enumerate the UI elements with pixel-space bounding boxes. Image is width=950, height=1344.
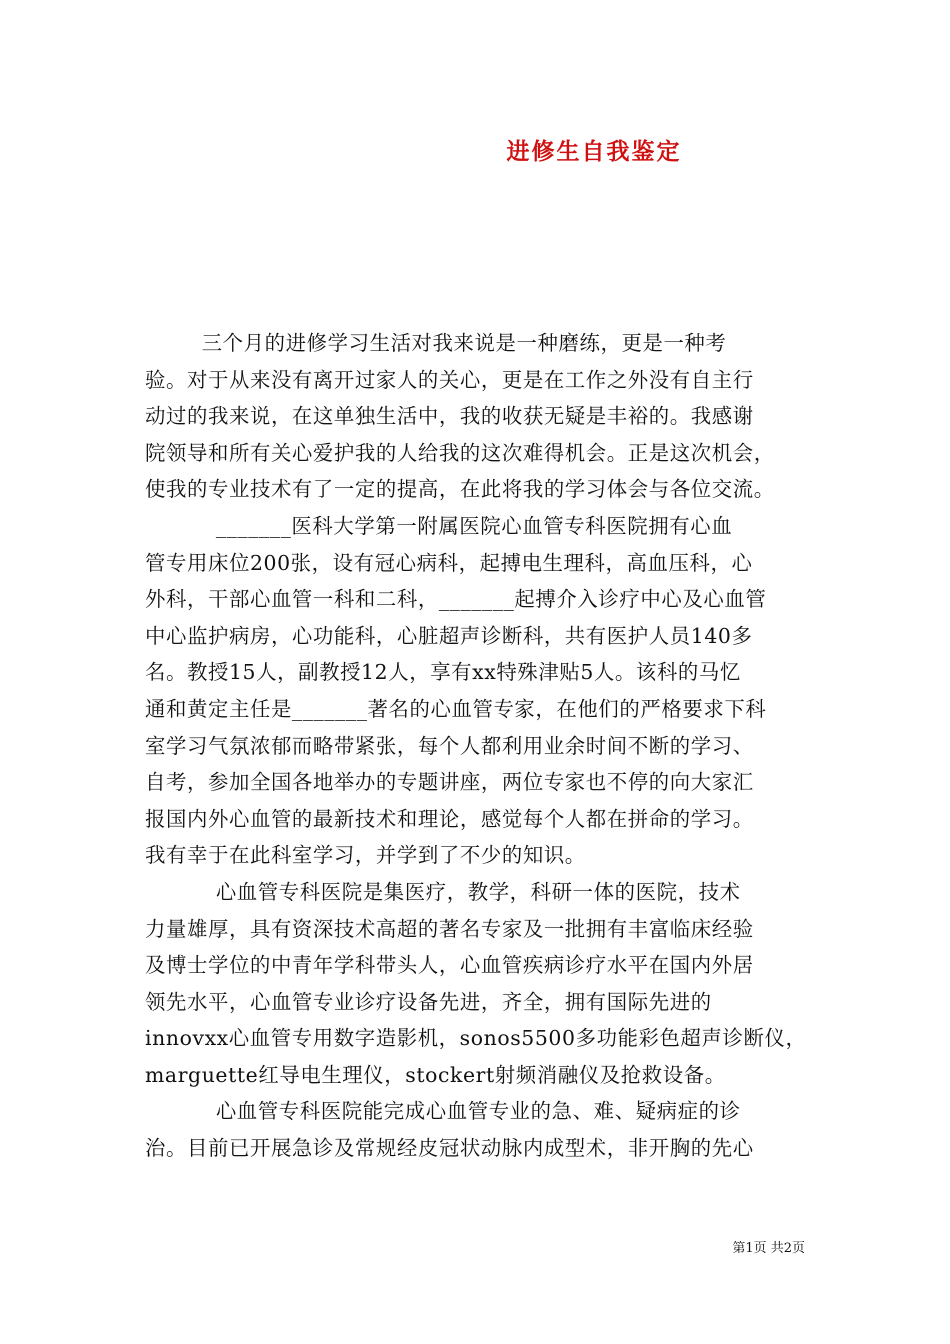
body-line: 领先水平，心血管专业诊疗设备先进，齐全，拥有国际先进的	[145, 989, 712, 1014]
document-title: 进修生自我鉴定	[506, 139, 682, 165]
body-line: 心血管专科医院能完成心血管专业的急、难、疑病症的诊	[145, 1099, 741, 1124]
body-line: 及博士学位的中青年学科带头人，心血管疾病诊疗水平在国内外居	[145, 953, 754, 978]
body-line: 外科，干部心血管一科和二科，_______起搏介入诊疗中心及心血管	[145, 587, 767, 612]
body-line: 自考，参加全国各地举办的专题讲座，两位专家也不停的向大家汇	[145, 770, 754, 795]
body-line: marguette红导电生理仪，stockert射频消融仪及抢救设备。	[145, 1062, 726, 1087]
body-line: 管专用床位200张，设有冠心病科，起搏电生理科，高血压科，心	[145, 550, 753, 575]
body-line: 三个月的进修学习生活对我来说是一种磨练，更是一种考	[145, 331, 727, 355]
body-line: 报国内外心血管的最新技术和理论，感觉每个人都在拼命的学习。	[145, 806, 754, 831]
page-number-footer: 第1页 共2页	[732, 1241, 805, 1256]
body-line: 治。目前已开展急诊及常规经皮冠状动脉内成型术，非开胸的先心	[145, 1136, 754, 1161]
body-line: _______医科大学第一附属医院心血管专科医院拥有心血	[145, 513, 733, 538]
body-line: 验。对于从来没有离开过家人的关心，更是在工作之外没有自主行	[145, 367, 754, 392]
body-line: 院领导和所有关心爱护我的人给我的这次难得机会。正是这次机会，	[145, 440, 775, 465]
body-line: innovxx心血管专用数字造影机，sonos5500多功能彩色超声诊断仪，	[145, 1026, 807, 1051]
body-line: 我有幸于在此科室学习，并学到了不少的知识。	[145, 843, 586, 868]
body-line: 通和黄定主任是_______著名的心血管专家，在他们的严格要求下科	[145, 696, 767, 721]
body-line: 名。教授15人，副教授12人，享有xx特殊津贴5人。该科的马忆	[145, 660, 741, 685]
body-line: 使我的专业技术有了一定的提高，在此将我的学习体会与各位交流。	[145, 477, 775, 502]
document-body	[145, 325, 817, 1167]
body-line: 室学习气氛浓郁而略带紧张，每个人都利用业余时间不断的学习、	[145, 733, 754, 758]
body-line: 中心监护病房，心功能科，心脏超声诊断科，共有医护人员140多	[145, 623, 753, 648]
body-line: 动过的我来说，在这单独生活中，我的收获无疑是丰裕的。我感谢	[145, 404, 754, 429]
body-line: 力量雄厚，具有资深技术高超的著名专家及一批拥有丰富临床经验	[145, 916, 754, 941]
body-line: 心血管专科医院是集医疗，教学，科研一体的医院，技术	[145, 879, 741, 904]
